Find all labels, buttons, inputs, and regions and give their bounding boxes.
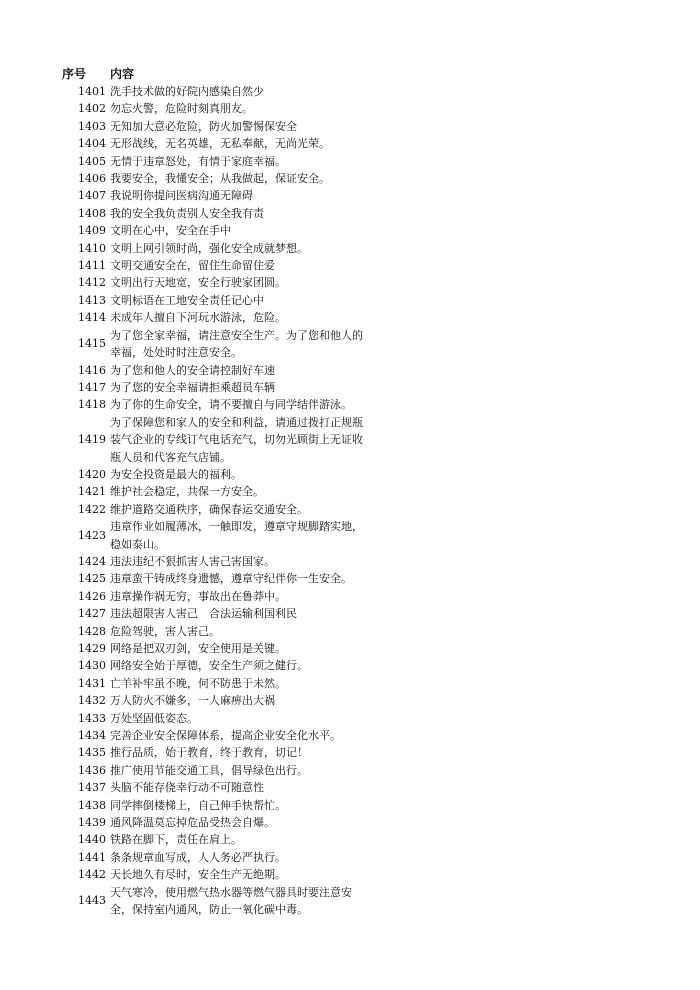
row-number: 1442	[78, 868, 106, 882]
row-content: 同学摔倒楼梯上，自己伸手快帮忙。	[110, 798, 286, 812]
table-row	[62, 727, 382, 744]
row-content: 文明标语在工地安全责任记心中	[110, 293, 264, 307]
row-number: 1427	[78, 607, 106, 621]
row-number: 1414	[78, 311, 106, 325]
table-row	[62, 744, 382, 761]
table-row	[62, 518, 382, 553]
row-content: 未成年人擅自下河玩水游泳，危险。	[110, 311, 286, 325]
row-number: 1434	[78, 729, 106, 743]
row-number: 1421	[78, 485, 106, 499]
row-content: 天气寒冷，使用燃气热水器等燃气器具时要注意安全，保持室内通风，防止一氧化碳中毒。	[110, 885, 352, 917]
table-row	[62, 153, 382, 170]
row-number: 1402	[78, 102, 106, 116]
row-number: 1433	[78, 711, 106, 725]
row-number: 1431	[78, 676, 106, 690]
row-number: 1429	[78, 642, 106, 655]
row-number: 1439	[78, 816, 106, 830]
table-row	[62, 83, 382, 100]
table-row	[62, 292, 382, 309]
row-content: 为了您全家幸福，请注意安全生产。为了您和他人的幸福，处处时时注意安全。	[110, 328, 363, 360]
row-number: 1419	[78, 433, 106, 447]
table-row	[62, 884, 382, 919]
table-row	[62, 553, 382, 570]
row-content: 违章蛮干铸成终身遗憾，遵章守纪伴你一生安全。	[110, 572, 352, 586]
row-content: 万人防火不嫌多，一人麻痹出大祸	[110, 694, 275, 708]
row-content: 天长地久有尽时，安全生产无绝期。	[110, 868, 286, 882]
table-row	[62, 240, 382, 257]
row-content: 勿忘火警，危险时刻真朋友。	[110, 102, 253, 116]
table-row	[62, 327, 382, 362]
table-row	[62, 222, 382, 239]
row-content: 洗手技术做的好院内感染自然少	[110, 85, 264, 98]
row-number: 1437	[78, 781, 106, 795]
table-row	[62, 135, 382, 152]
row-number: 1406	[78, 172, 106, 186]
row-content: 文明在心中，安全在手中	[110, 224, 231, 238]
table-row	[62, 866, 382, 883]
row-number: 1405	[78, 154, 106, 168]
row-content: 文明上网引领时尚，强化安全成就梦想。	[110, 241, 308, 255]
row-number: 1423	[78, 528, 106, 542]
row-content: 推行品质，始于教育，终于教育，切记！	[110, 746, 308, 760]
row-number: 1441	[78, 850, 106, 864]
table-row	[62, 605, 382, 622]
row-number: 1420	[78, 467, 106, 481]
table-row	[62, 274, 382, 291]
row-number: 1408	[78, 206, 106, 220]
row-content: 违法违纪不狠抓害人害己害国家。	[110, 554, 275, 568]
row-number: 1435	[78, 746, 106, 760]
row-number: 1424	[78, 554, 106, 568]
table-row	[62, 570, 382, 587]
row-number: 1422	[78, 502, 106, 516]
table-row	[62, 849, 382, 866]
row-number: 1417	[78, 380, 106, 394]
table-row	[62, 588, 382, 605]
table-row	[62, 362, 382, 379]
row-number: 1416	[78, 363, 106, 377]
row-number: 1415	[78, 337, 106, 351]
row-number: 1443	[78, 894, 106, 908]
row-content: 推广使用节能交通工具，倡导绿色出行。	[110, 763, 308, 777]
table-row	[62, 710, 382, 727]
table-row	[62, 118, 382, 135]
row-number: 1413	[78, 293, 106, 307]
row-content: 完善企业安全保障体系，提高企业安全化水平。	[110, 729, 341, 743]
row-content: 我的安全我负责别人安全我有责	[110, 206, 264, 220]
row-content: 我说明你提问医病沟通无障碍	[110, 189, 253, 203]
table-row	[62, 797, 382, 814]
row-content: 无情于违章怒处，有情于家庭幸福。	[110, 154, 286, 168]
row-content: 我要安全，我懂安全；从我做起，保证安全。	[110, 172, 330, 186]
row-content: 网络是把双刃剑，安全使用是关键。	[110, 642, 286, 655]
table-row	[62, 762, 382, 779]
table-row	[62, 640, 382, 657]
row-number: 1401	[78, 85, 106, 98]
row-content: 违章作业如履薄冰，一触即发，遵章守规脚踏实地，稳如泰山。	[110, 520, 363, 551]
row-number: 1409	[78, 224, 106, 238]
row-content: 违法超限害人害己 合法运输利国利民	[110, 607, 297, 621]
row-content: 万处坚固低姿态。	[110, 711, 198, 725]
table-row	[62, 501, 382, 518]
table-row	[62, 675, 382, 692]
table-row	[62, 170, 382, 187]
row-content: 维护道路交通秩序，确保春运交通安全。	[110, 502, 308, 516]
row-content: 头脑不能存侥幸行动不可随意性	[110, 781, 264, 795]
table-row	[62, 466, 382, 483]
header-content-label: 内容	[110, 67, 135, 81]
slogan-table	[62, 83, 382, 919]
row-number: 1426	[78, 589, 106, 603]
row-number: 1418	[78, 398, 106, 412]
row-number: 1407	[78, 189, 106, 203]
row-content: 维护社会稳定，共保一方安全。	[110, 485, 264, 499]
row-number: 1436	[78, 763, 106, 777]
row-content: 文明出行天地宽，安全行驶家团圆。	[110, 276, 286, 290]
row-content: 违章操作祸无穷，事故出在鲁莽中。	[110, 589, 286, 603]
header-number-label: 序号	[62, 67, 87, 81]
row-number: 1428	[78, 624, 106, 638]
table-row	[62, 396, 382, 413]
row-content: 网络安全始于厚德，安全生产须之健行。	[110, 659, 308, 673]
row-number: 1412	[78, 276, 106, 290]
row-content: 文明交通安全在，留住生命留住爱	[110, 259, 275, 273]
table-row	[62, 779, 382, 796]
row-number: 1432	[78, 694, 106, 708]
row-content: 危险驾驶，害人害己。	[110, 624, 220, 638]
row-number: 1440	[78, 833, 106, 847]
table-row	[62, 657, 382, 674]
row-content: 通风降温莫忘掉危品受热会自爆。	[110, 816, 275, 830]
table-row	[62, 692, 382, 709]
row-number: 1430	[78, 659, 106, 673]
table-header	[62, 66, 382, 83]
table-row	[62, 623, 382, 640]
row-content: 为安全投资是最大的福利。	[110, 467, 242, 481]
row-content: 铁路在脚下，责任在肩上。	[110, 833, 242, 847]
table-row	[62, 187, 382, 204]
table-row	[62, 483, 382, 500]
row-number: 1411	[78, 259, 106, 273]
row-content: 无形战线，无名英雄，无私奉献，无尚光荣。	[110, 137, 330, 151]
table-row	[62, 831, 382, 848]
row-content: 条条规章血写成，人人务必严执行。	[110, 850, 286, 864]
row-content: 为了保障您和家人的安全和利益，请通过拨打正规瓶装气企业的专线订气电话充气，切勿光顾街上无证收瓶人员和代客充气店铺。	[110, 415, 363, 464]
table-row	[62, 414, 382, 466]
table-row	[62, 309, 382, 326]
row-number: 1425	[78, 572, 106, 586]
table-row	[62, 100, 382, 117]
row-content: 为了你的生命安全，请不要擅自与同学结伴游泳。	[110, 398, 352, 412]
table-row	[62, 814, 382, 831]
table-row	[62, 257, 382, 274]
row-number: 1438	[78, 798, 106, 812]
row-number: 1404	[78, 137, 106, 151]
table-row	[62, 205, 382, 222]
row-content: 为了您和他人的安全请控制好车速	[110, 363, 275, 377]
row-content: 亡羊补牢虽不晚，何不防患于未然。	[110, 676, 286, 690]
row-number: 1403	[78, 119, 106, 133]
row-content: 无知加大意必危险，防火加警惕保安全	[110, 119, 297, 133]
row-content: 为了您的安全幸福请拒乘超员车辆	[110, 380, 275, 394]
table-row	[62, 379, 382, 396]
row-number: 1410	[78, 241, 106, 255]
